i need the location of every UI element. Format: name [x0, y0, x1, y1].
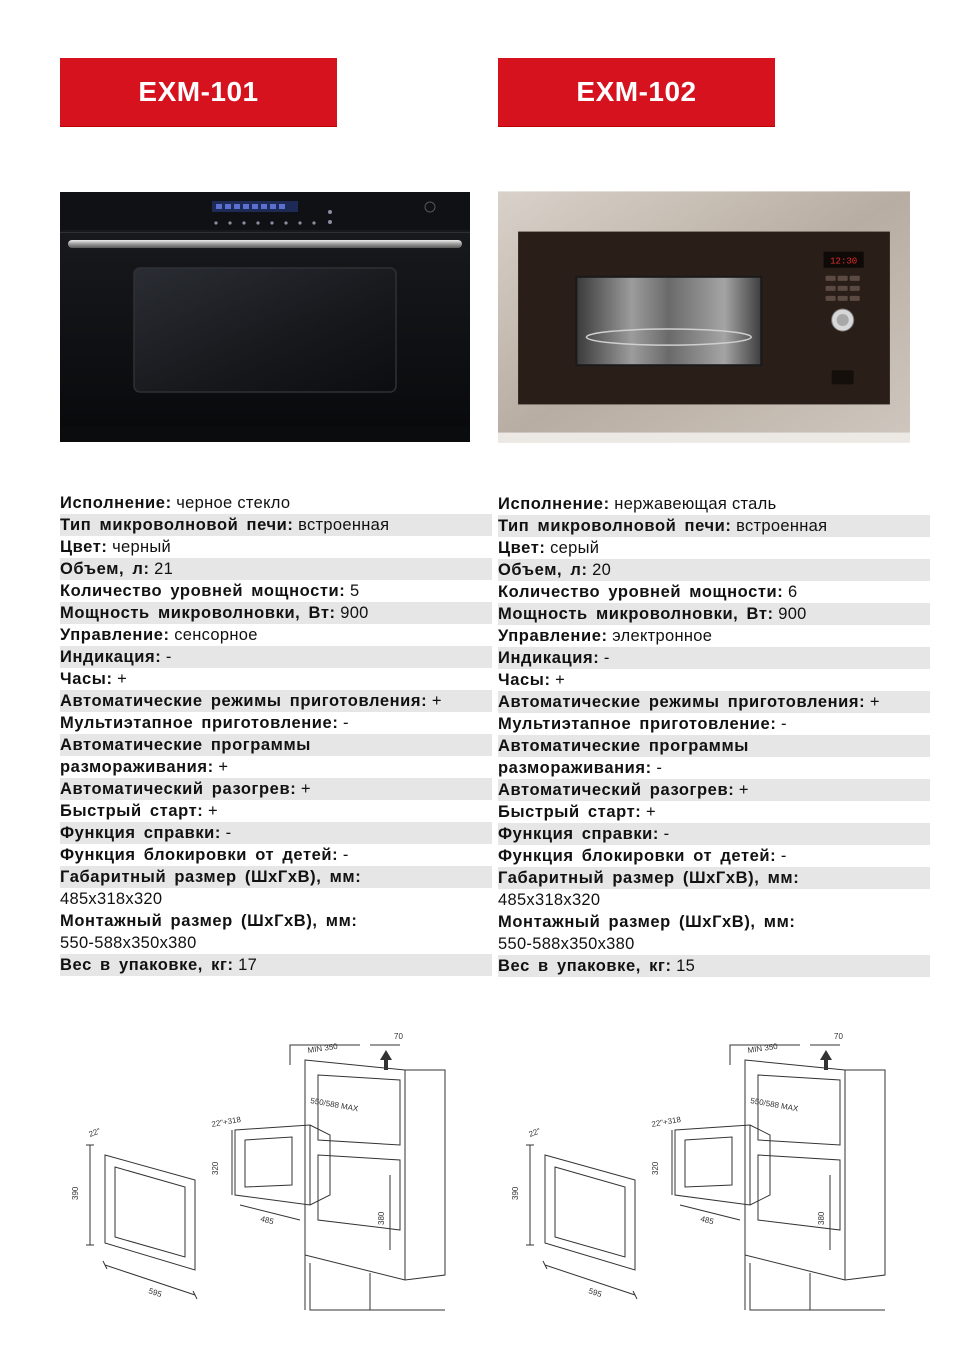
spec-list	[498, 493, 930, 977]
spec-row: Цвет: серый	[498, 539, 600, 557]
spec-row: 485x318x320	[498, 891, 601, 909]
spec-row: Количество уровней мощности: 6	[498, 583, 798, 601]
spec-row: Объем, л: 21	[60, 558, 492, 580]
dimension-label: 485	[259, 1214, 275, 1227]
spec-row: Исполнение: черное стекло	[60, 494, 291, 512]
spec-row: Мощность микроволновки, Вт: 900	[498, 603, 930, 625]
installation-diagram-right	[500, 1025, 895, 1315]
spec-row: Вес в упаковке, кг: 15	[498, 955, 930, 977]
dimension-label: 550/588 MAX	[749, 1096, 799, 1114]
dimension-label: 550/588 MAX	[309, 1096, 359, 1114]
spec-row: Управление: сенсорное	[60, 626, 258, 644]
spec-row: Быстрый старт: +	[498, 803, 656, 821]
dimension-label: 320	[211, 1161, 220, 1175]
model-badge: EXM-101	[60, 58, 337, 126]
spec-row: Функция справки: -	[498, 823, 930, 845]
dimension-label: 595	[587, 1286, 603, 1300]
dimension-label: 380	[377, 1211, 386, 1225]
dimension-label: 22"+318	[210, 1114, 242, 1129]
spec-row: Мультиэтапное приготовление: -	[60, 714, 349, 732]
dimension-label: 22"+318	[650, 1114, 682, 1129]
dimension-label: 22"	[527, 1126, 542, 1139]
spec-row: размораживания: +	[60, 758, 229, 776]
spec-row: Вес в упаковке, кг: 17	[60, 954, 492, 976]
spec-row: Тип микроволновой печи: встроенная	[60, 514, 492, 536]
spec-row: Габаритный размер (ШхГхВ), мм:	[498, 867, 930, 889]
spec-row: Монтажный размер (ШхГхВ), мм:	[498, 913, 796, 931]
spec-row: Функция блокировки от детей: -	[498, 847, 787, 865]
product-photo-black-glass-microwave	[60, 192, 470, 442]
dimension-label: 380	[817, 1211, 826, 1225]
spec-row: Мультиэтапное приготовление: -	[498, 715, 787, 733]
dimension-label: 390	[71, 1186, 80, 1200]
spec-row: Габаритный размер (ШхГхВ), мм:	[60, 866, 492, 888]
dimension-label: MIN 350	[307, 1041, 339, 1055]
dimension-label: 595	[147, 1286, 163, 1300]
spec-row: Монтажный размер (ШхГхВ), мм:	[60, 912, 358, 930]
clock-display: 12:30	[830, 255, 858, 267]
spec-row: Автоматические программы	[498, 735, 930, 757]
dimension-label: 390	[511, 1186, 520, 1200]
dimension-label: 485	[699, 1214, 715, 1227]
model-badge: EXM-102	[498, 58, 775, 126]
spec-row: Исполнение: нержавеющая сталь	[498, 495, 777, 513]
dimension-label: 22"	[87, 1126, 102, 1139]
spec-row: Автоматический разогрев: +	[60, 778, 492, 800]
product-photo-stainless-microwave	[498, 190, 910, 444]
spec-row: 550-588x350x380	[60, 934, 197, 952]
spec-row: размораживания: -	[498, 759, 663, 777]
spec-row: Мощность микроволновки, Вт: 900	[60, 602, 492, 624]
spec-row: Функция блокировки от детей: -	[60, 846, 349, 864]
spec-row: Количество уровней мощности: 5	[60, 582, 360, 600]
spec-row: Управление: электронное	[498, 627, 713, 645]
installation-diagram-left	[60, 1025, 455, 1315]
spec-row: Индикация: -	[60, 646, 492, 668]
dimension-label: MIN 350	[747, 1041, 779, 1055]
spec-row: Цвет: черный	[60, 538, 172, 556]
spec-list	[60, 492, 492, 976]
spec-row: Часы: +	[498, 671, 566, 689]
spec-row: Тип микроволновой печи: встроенная	[498, 515, 930, 537]
spec-row: 550-588x350x380	[498, 935, 635, 953]
spec-row: Функция справки: -	[60, 822, 492, 844]
spec-row: 485x318x320	[60, 890, 163, 908]
dimension-label: 70	[394, 1032, 403, 1041]
dimension-label: 70	[834, 1032, 843, 1041]
spec-row: Автоматический разогрев: +	[498, 779, 930, 801]
spec-row: Индикация: -	[498, 647, 930, 669]
spec-row: Часы: +	[60, 670, 128, 688]
spec-row: Объем, л: 20	[498, 559, 930, 581]
spec-row: Автоматические режимы приготовления: +	[60, 690, 492, 712]
spec-row: Быстрый старт: +	[60, 802, 218, 820]
spec-row: Автоматические программы	[60, 734, 492, 756]
dimension-label: 320	[651, 1161, 660, 1175]
spec-row: Автоматические режимы приготовления: +	[498, 691, 930, 713]
